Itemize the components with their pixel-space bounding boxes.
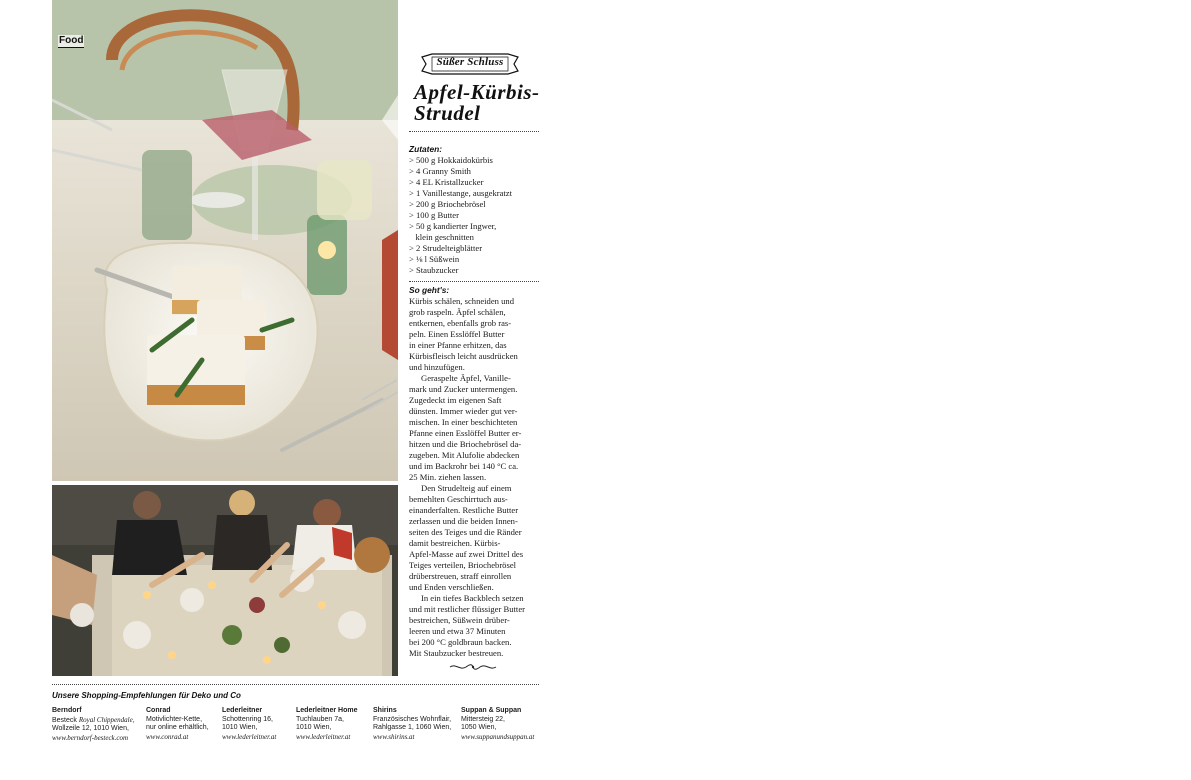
method-line: Mit Staubzucker bestreuen. xyxy=(409,648,504,658)
shopping-heading: Unsere Shopping-Empfehlungen für Deko und Co xyxy=(52,691,241,700)
method-line: Kürbisfleisch leicht ausdrücken xyxy=(409,351,518,361)
shop-entry xyxy=(373,707,451,741)
shop-address: 1010 Wien, xyxy=(296,724,332,732)
method-line: bemehlten Geschirrtuch aus- xyxy=(409,494,508,504)
divider xyxy=(52,684,539,685)
ingredient-item: klein geschnitten xyxy=(409,232,474,242)
method-line: Pfanne einen Esslöffel Butter er- xyxy=(409,428,522,438)
shop-line-1-text: Tuchlauben 7a, xyxy=(296,715,344,723)
shop-url-link[interactable]: www.suppanundsuppan.at xyxy=(461,732,535,741)
ingredient-item: > Staubzucker xyxy=(409,265,459,275)
shop-line-1-end: , xyxy=(132,716,135,724)
shop-line-1 xyxy=(52,716,135,726)
method-line: In ein tiefes Backblech setzen xyxy=(421,593,524,603)
method-line: Geraspelte Äpfel, Vanille- xyxy=(421,373,511,383)
method-heading: So geht's: xyxy=(409,285,450,295)
shop-address: Rahlgasse 1, 1060 Wien, xyxy=(373,724,452,732)
shop-url-link[interactable]: www.lederleitner.at xyxy=(222,732,277,741)
shop-line-1 xyxy=(222,716,276,725)
method-line: grob raspeln. Äpfel schälen, xyxy=(409,307,506,317)
shop-entry xyxy=(296,707,357,741)
shop-url-link[interactable]: www.conrad.at xyxy=(146,732,189,741)
recipe-title-line-2: Strudel xyxy=(414,101,481,125)
method-line: und hinzufügen. xyxy=(409,362,465,372)
method-line: drüberstreuen, straff einrollen xyxy=(409,571,512,581)
shop-entry xyxy=(461,707,534,741)
strudel-table-photo xyxy=(52,0,398,481)
shop-line-1 xyxy=(373,716,451,725)
method-line: Apfel-Masse auf zwei Drittel des xyxy=(409,549,524,559)
method-line: Teiges verteilen, Briochebrösel xyxy=(409,560,517,570)
ingredient-item: > 2 Strudelteigblätter xyxy=(409,243,483,253)
dinner-party-photo xyxy=(52,485,398,676)
flourish-ornament-icon xyxy=(448,663,498,671)
shop-entry xyxy=(146,707,209,741)
method-line: bei 200 °C goldbraun backen. xyxy=(409,637,512,647)
shop-name: Shirins xyxy=(373,707,397,714)
shop-name: Lederleitner Home xyxy=(296,707,358,714)
shop-url-link[interactable]: www.berndorf-besteck.com xyxy=(52,733,129,742)
shop-line-1-italic: Royal Chippendale xyxy=(78,715,133,724)
method-line: seiten des Teiges und die Ränder xyxy=(409,527,522,537)
method-block xyxy=(409,285,539,659)
shop-line-1-text: Mittersteig 22, xyxy=(461,715,505,723)
ingredient-item: > 100 g Butter xyxy=(409,210,459,220)
method-line: mischen. In einer beschichteten xyxy=(409,417,518,427)
method-line: 25 Min. ziehen lassen. xyxy=(409,472,487,482)
shop-address: 1010 Wien, xyxy=(222,724,258,732)
shop-line-1-text: Besteck xyxy=(52,716,79,724)
ingredient-item: > 4 Granny Smith xyxy=(409,166,471,176)
shop-line-1-text: Motivlichter-Kette, xyxy=(146,715,203,723)
shop-url-link[interactable]: www.lederleitner.at xyxy=(296,732,351,741)
method-line: einanderfalten. Restliche Butter xyxy=(409,505,519,515)
method-line: peln. Einen Esslöffel Butter xyxy=(409,329,505,339)
method-line: und mit restlicher flüssiger Butter xyxy=(409,604,525,614)
method-line: damit bestreichen. Kürbis- xyxy=(409,538,501,548)
ingredients-list xyxy=(409,155,539,276)
shop-address: nur online erhältlich, xyxy=(146,724,209,732)
method-line: Kürbis schälen, schneiden und xyxy=(409,296,515,306)
shop-address: 1050 Wien, xyxy=(461,724,497,732)
ingredients-block xyxy=(409,144,539,276)
shop-name: Suppan & Suppan xyxy=(461,707,522,714)
shop-line-1-text: Schottenring 16, xyxy=(222,715,273,723)
method-line: Den Strudelteig auf einem xyxy=(421,483,512,493)
shop-name: Lederleitner xyxy=(222,707,263,714)
shop-name: Conrad xyxy=(146,707,171,714)
method-line: hitzen und die Briochebrösel da- xyxy=(409,439,522,449)
ingredient-item: > 50 g kandierter Ingwer, xyxy=(409,221,497,231)
method-line: leeren und etwa 37 Minuten xyxy=(409,626,506,636)
ingredient-item: > 1 Vanillestange, ausgekratzt xyxy=(409,188,513,198)
ingredient-item: > 200 g Briochebrösel xyxy=(409,199,486,209)
method-line: entkernen, ebenfalls grob ras- xyxy=(409,318,512,328)
method-line: Zugedeckt im eigenen Saft xyxy=(409,395,502,405)
shop-url-link[interactable]: www.shirins.at xyxy=(373,732,415,741)
divider xyxy=(409,281,539,282)
shop-name: Berndorf xyxy=(52,707,82,714)
method-line: zerlassen und die beiden Innen- xyxy=(409,516,518,526)
dinner-party-illustration xyxy=(52,485,398,676)
method-line: und Enden verschließen. xyxy=(409,582,494,592)
ingredients-heading: Zutaten: xyxy=(409,144,443,154)
shop-address: Wollzeile 12, 1010 Wien, xyxy=(52,725,129,733)
divider xyxy=(409,131,539,132)
shop-entry xyxy=(52,707,135,742)
shop-line-1 xyxy=(146,716,209,725)
shop-entry xyxy=(222,707,276,741)
method-line: mark und Zucker untermengen. xyxy=(409,384,518,394)
strudel-table-illustration xyxy=(52,0,398,481)
ingredient-item: > ⅛ l Süßwein xyxy=(409,254,460,264)
method-line: bestreichen, Süßwein drüber- xyxy=(409,615,510,625)
ingredient-item: > 500 g Hokkaidokürbis xyxy=(409,155,493,165)
method-line: in einer Pfanne erhitzen, das xyxy=(409,340,507,350)
recipe-title xyxy=(414,82,544,124)
ingredient-item: > 4 EL Kristallzucker xyxy=(409,177,484,187)
method-text xyxy=(409,296,539,659)
shop-line-1-text: Französisches Wohnflair, xyxy=(373,715,452,723)
shop-line-1 xyxy=(296,716,357,725)
recipe-title-line-1: Apfel-Kürbis- xyxy=(414,80,540,104)
section-tag: Food xyxy=(59,35,84,46)
shop-line-1 xyxy=(461,716,534,725)
method-line: dünsten. Immer wieder gut ver- xyxy=(409,406,518,416)
method-line: zugeben. Mit Alufolie abdecken xyxy=(409,450,520,460)
banner-label: Süßer Schluss xyxy=(436,56,504,68)
method-line: und im Backrohr bei 140 °C ca. xyxy=(409,461,519,471)
